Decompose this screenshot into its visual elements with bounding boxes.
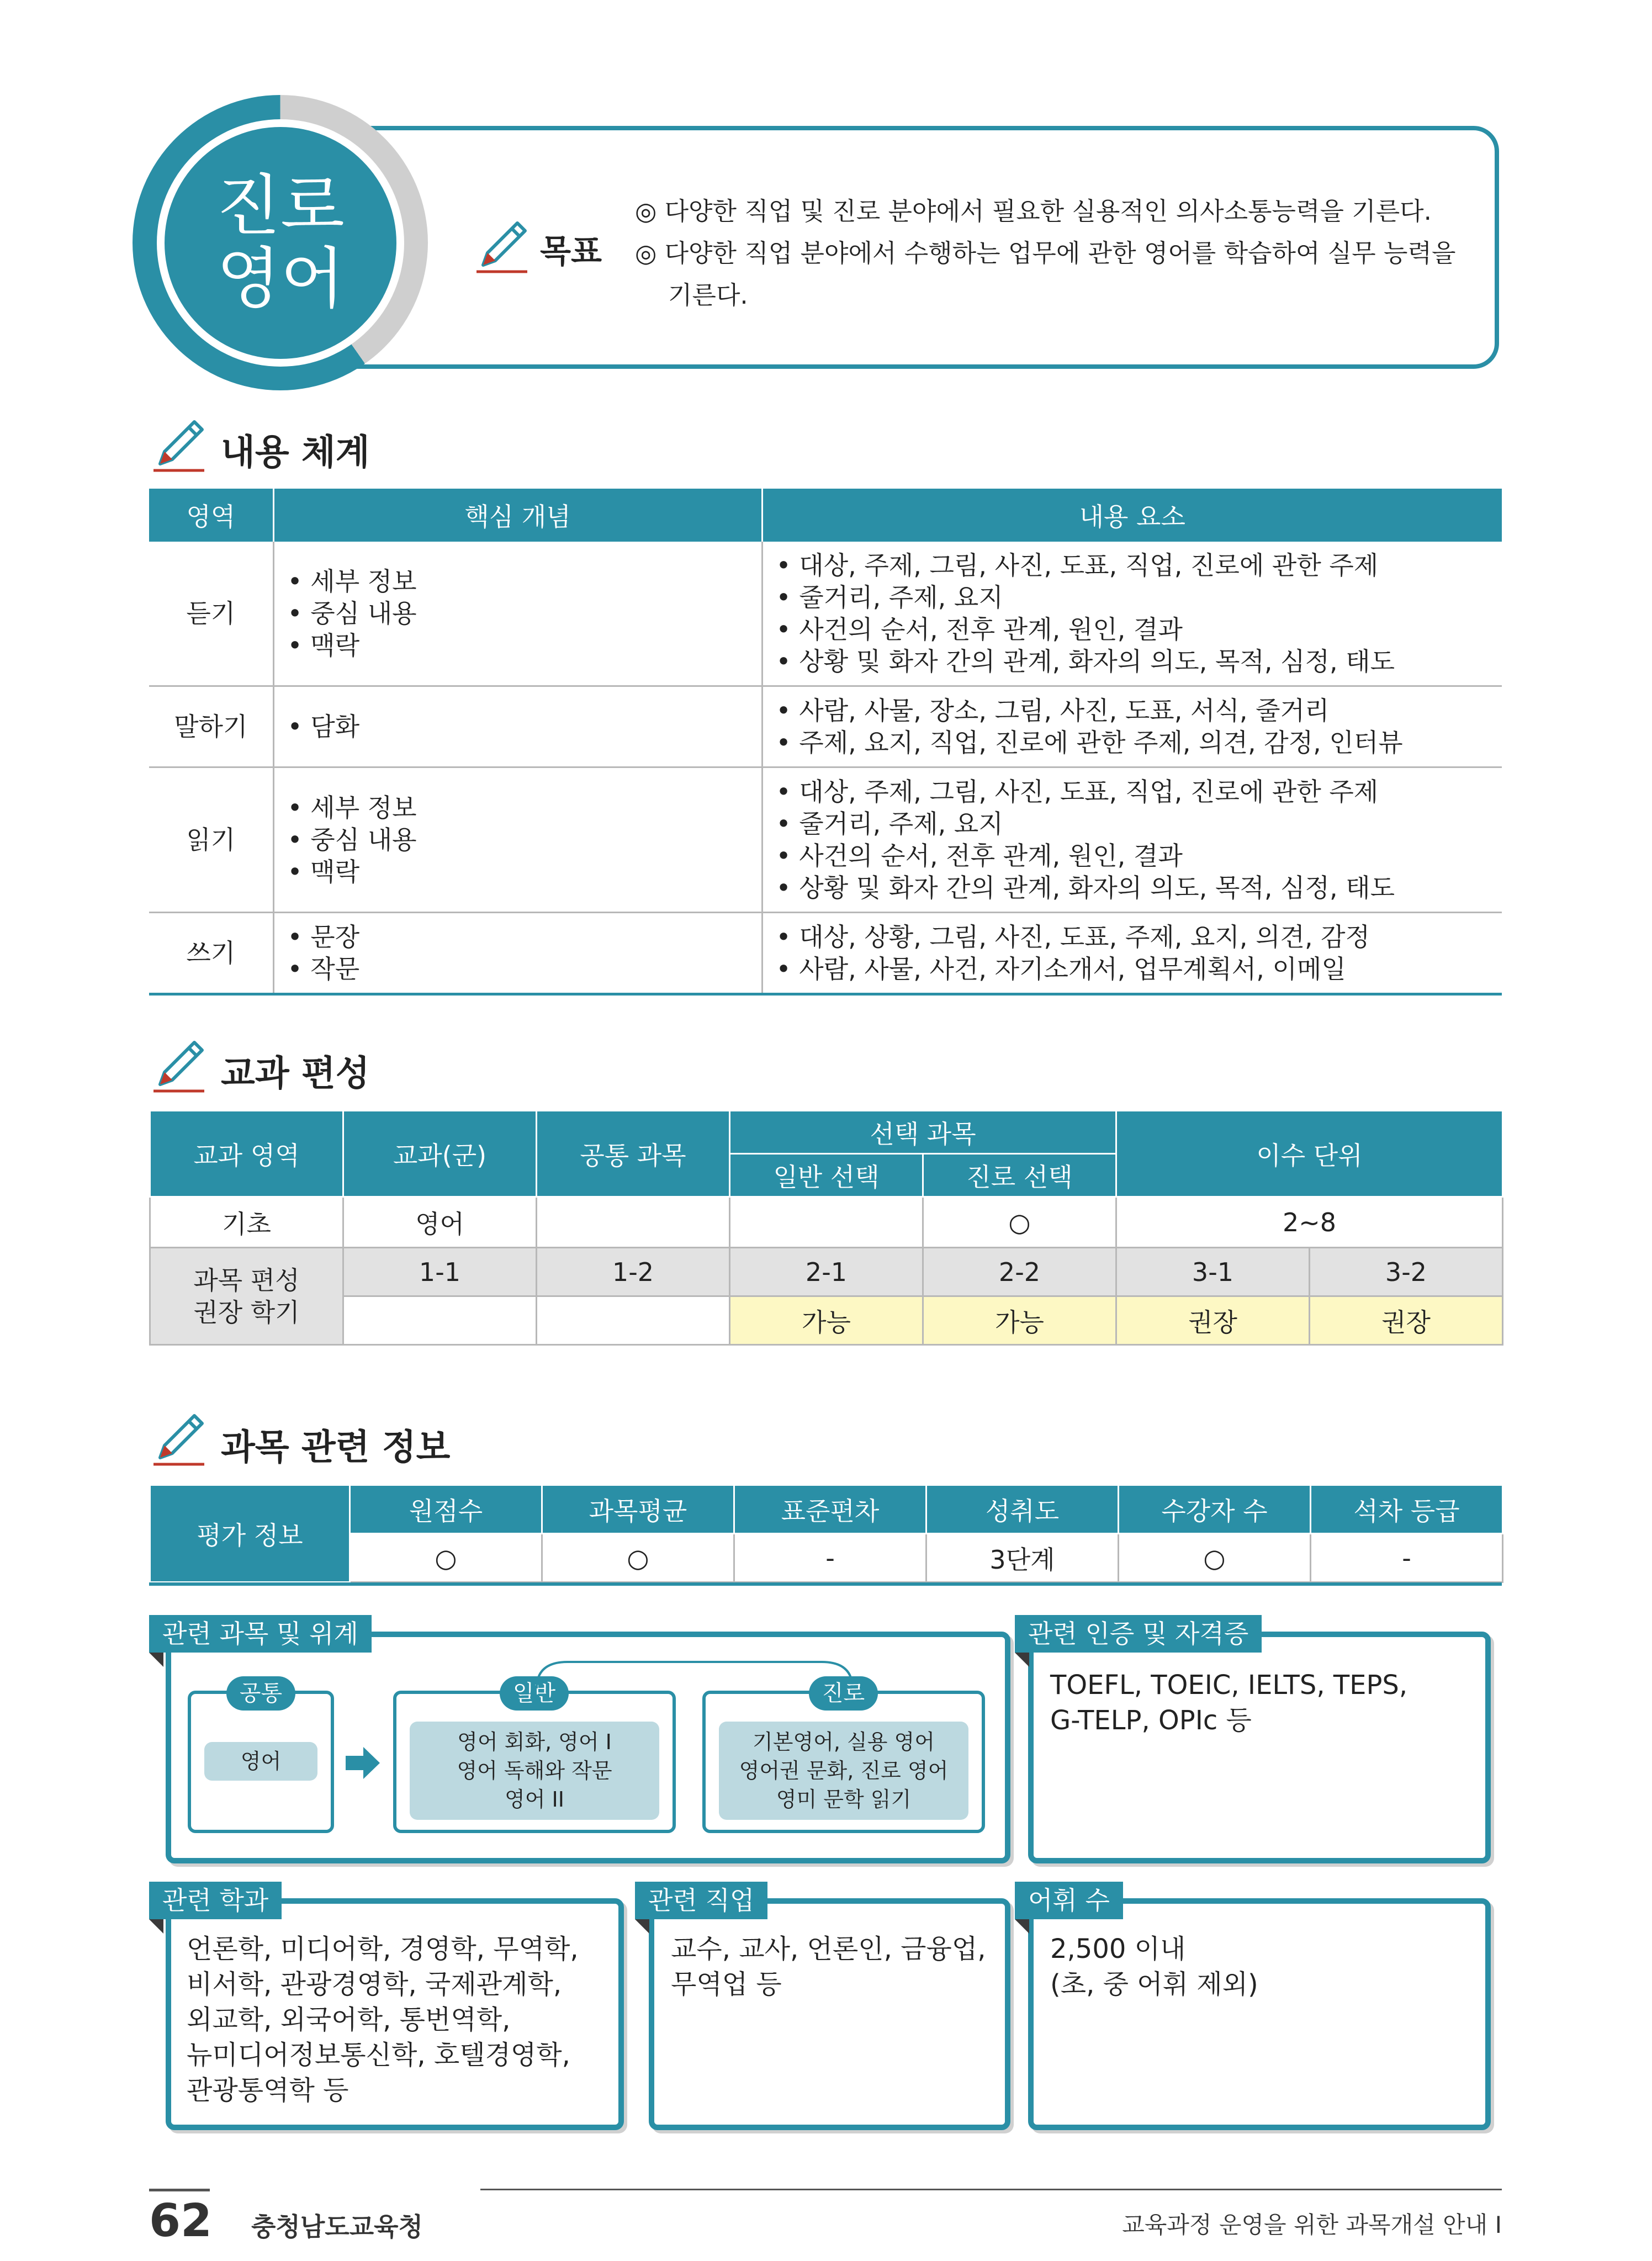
- label-notch: [1015, 1919, 1029, 1934]
- section-title-subject-info: 과목 관련 정보: [221, 1427, 451, 1468]
- element-item: • 상황 및 화자 간의 관계, 화자의 의도, 목적, 심정, 태도: [776, 873, 1395, 903]
- section-title-content-system: 내용 체계: [221, 432, 370, 473]
- col-header: 과목평균: [542, 1485, 734, 1534]
- col-header: 내용 요소: [762, 489, 1502, 542]
- eval-value: ○: [350, 1534, 542, 1582]
- table-row: [150, 1534, 1503, 1582]
- career-subject-list: [719, 1722, 968, 1820]
- label-notch: [149, 1919, 163, 1934]
- table-cell: ○: [923, 1197, 1116, 1248]
- element-item: • 사건의 순서, 전후 관계, 원인, 결과: [776, 841, 1183, 871]
- goal-label: 목표: [540, 232, 602, 270]
- element-item: • 줄거리, 주제, 요지: [776, 583, 1003, 612]
- table-row: [149, 686, 1502, 767]
- col-header: 선택 과목: [730, 1111, 1116, 1154]
- eval-label: 평가 정보: [150, 1485, 350, 1582]
- departments-text: [187, 1931, 617, 2108]
- element-item: • 사람, 사물, 사건, 자기소개서, 업무계획서, 이메일: [776, 954, 1346, 984]
- semester-cell: 3-1: [1116, 1248, 1310, 1296]
- element-item: • 대상, 주제, 그림, 사진, 도표, 직업, 진로에 관한 주제: [776, 550, 1379, 580]
- publisher: 충청남도교육청: [251, 2212, 423, 2242]
- col-header: 영역: [149, 489, 273, 542]
- element-item: • 상황 및 화자 간의 관계, 화자의 의도, 목적, 심정, 태도: [776, 647, 1395, 676]
- certifications-label: 관련 인증 및 자격증: [1015, 1615, 1262, 1653]
- table-row: [150, 1248, 1503, 1296]
- pencil-icon: [149, 413, 210, 474]
- area-cell: 말하기: [149, 686, 273, 767]
- semester-cell: 2-1: [730, 1248, 923, 1296]
- common-pill: 공통: [226, 1676, 295, 1711]
- subject-badge: [165, 127, 396, 359]
- semester-label: 과목 편성: [193, 1265, 300, 1295]
- job-line: 교수, 교사, 언론인, 금융업,: [671, 1934, 986, 1965]
- eval-value: -: [1311, 1534, 1503, 1582]
- col-header: 성취도: [926, 1485, 1119, 1534]
- curriculum-table: [149, 1110, 1503, 1346]
- career-pill: 진로: [809, 1676, 878, 1711]
- table-bottom-rule: [149, 1582, 1502, 1586]
- subject-item: 영미 문학 읽기: [776, 1787, 912, 1812]
- col-header: 석차 등급: [1311, 1485, 1503, 1534]
- table-cell: [537, 1197, 730, 1248]
- col-header: 공통 과목: [537, 1111, 730, 1197]
- semester-cell: 1-1: [343, 1248, 537, 1296]
- col-header: 수강자 수: [1119, 1485, 1311, 1534]
- col-header: 교과(군): [343, 1111, 537, 1197]
- pencil-icon: [149, 1407, 210, 1468]
- department-line: 뉴미디어정보통신학, 호텔경영학,: [187, 2040, 570, 2071]
- subject-item: 영어 독해와 작문: [457, 1759, 612, 1783]
- goal-item: ◎ 다양한 직업 및 진로 분야에서 필요한 실용적인 의사소통능력을 기른다.: [635, 197, 1432, 226]
- element-item: • 사람, 사물, 장소, 그림, 사진, 도표, 서식, 줄거리: [776, 696, 1330, 726]
- table-row: [150, 1296, 1503, 1345]
- table-cell: 영어: [343, 1197, 537, 1248]
- element-item: • 주제, 요지, 직업, 진로에 관한 주제, 의견, 감정, 인터뷰: [776, 728, 1403, 758]
- concept-cell: [273, 542, 762, 686]
- element-item: • 사건의 순서, 전후 관계, 원인, 결과: [776, 615, 1183, 644]
- availability-cell: [537, 1296, 730, 1345]
- subject-item: 기본영어, 실용 영어: [753, 1730, 935, 1754]
- content-system-table: [149, 489, 1502, 996]
- concept-item: • 맥락: [287, 631, 360, 660]
- element-item: • 대상, 상황, 그림, 사진, 도표, 주제, 요지, 의견, 감정: [776, 922, 1370, 952]
- concept-cell: [273, 686, 762, 767]
- col-header: 진로 선택: [923, 1154, 1116, 1197]
- evaluation-table: [149, 1484, 1503, 1583]
- element-cell: [762, 913, 1502, 994]
- availability-cell: 권장: [1116, 1296, 1310, 1345]
- col-header: 이수 단위: [1116, 1111, 1503, 1197]
- vocab-text: [1050, 1931, 1470, 2002]
- jobs-text: [671, 1931, 1002, 2002]
- footer-rule: [149, 2189, 210, 2191]
- department-line: 관광통역학 등: [187, 2075, 349, 2106]
- jobs-label: 관련 직업: [635, 1882, 767, 1919]
- concept-item: • 문장: [287, 922, 360, 952]
- col-header: 표준편차: [734, 1485, 926, 1534]
- subject-item: 영어: [240, 1749, 282, 1773]
- availability-cell: 가능: [730, 1296, 923, 1345]
- semester-cell: 3-2: [1310, 1248, 1503, 1296]
- table-cell: 기초: [150, 1197, 343, 1248]
- label-notch: [635, 1919, 649, 1934]
- table-row: [149, 542, 1502, 686]
- concept-item: • 담화: [287, 712, 360, 742]
- pencil-icon: [149, 1034, 210, 1094]
- certifications-text: [1050, 1667, 1470, 1738]
- subject-title-line1: 진로: [216, 168, 345, 245]
- eval-value: -: [734, 1534, 926, 1582]
- eval-value: ○: [1119, 1534, 1311, 1582]
- subject-item: 영어 II: [505, 1787, 564, 1812]
- vocab-line: 2,500 이내: [1050, 1934, 1186, 1965]
- concept-item: • 세부 정보: [287, 566, 417, 596]
- table-cell: 2~8: [1116, 1197, 1503, 1248]
- table-row: [149, 913, 1502, 994]
- eval-value: ○: [542, 1534, 734, 1582]
- general-subject-list: [410, 1722, 659, 1820]
- related-subjects-label: 관련 과목 및 위계: [149, 1615, 372, 1653]
- pencil-icon: [472, 214, 533, 275]
- goal-list: [635, 190, 1474, 316]
- concept-cell: [273, 913, 762, 994]
- concept-cell: [273, 767, 762, 913]
- label-notch: [149, 1653, 163, 1667]
- semester-cell: 2-2: [923, 1248, 1116, 1296]
- cert-line: G-TELP, OPIc 등: [1050, 1705, 1252, 1736]
- eval-value: 3단계: [926, 1534, 1119, 1582]
- section-title-curriculum: 교과 편성: [221, 1053, 370, 1094]
- certifications-box: [1028, 1632, 1491, 1863]
- availability-cell: 가능: [923, 1296, 1116, 1345]
- department-line: 비서학, 관광경영학, 국제관계학,: [187, 1969, 562, 2000]
- table-row: [150, 1197, 1503, 1248]
- department-line: 언론학, 미디어학, 경영학, 무역학,: [187, 1934, 579, 1965]
- col-header: 교과 영역: [150, 1111, 343, 1197]
- semester-cell: 1-2: [537, 1248, 730, 1296]
- department-line: 외교학, 외국어학, 통번역학,: [187, 2004, 511, 2035]
- page-number: 62: [149, 2195, 213, 2247]
- col-header: 핵심 개념: [273, 489, 762, 542]
- vocab-line: (초, 중 어휘 제외): [1050, 1969, 1258, 2000]
- area-cell: 읽기: [149, 767, 273, 913]
- availability-cell: [343, 1296, 537, 1345]
- vocab-label: 어휘 수: [1015, 1882, 1123, 1919]
- element-cell: [762, 686, 1502, 767]
- subject-title-line2: 영어: [216, 241, 345, 317]
- arrow-right-icon: [343, 1745, 382, 1781]
- common-subject-list: [204, 1742, 317, 1781]
- departments-label: 관련 학과: [149, 1882, 282, 1919]
- table-row: [149, 767, 1502, 913]
- semester-label: 권장 학기: [193, 1297, 300, 1327]
- subject-item: 영어 회화, 영어 I: [457, 1730, 612, 1754]
- concept-item: • 작문: [287, 954, 360, 984]
- area-cell: 듣기: [149, 542, 273, 686]
- availability-cell: 권장: [1310, 1296, 1503, 1345]
- element-cell: [762, 542, 1502, 686]
- semester-label-cell: [150, 1248, 343, 1345]
- subject-item: 영어권 문화, 진로 영어: [739, 1759, 949, 1783]
- label-notch: [1015, 1653, 1029, 1667]
- concept-item: • 중심 내용: [287, 825, 417, 855]
- element-item: • 대상, 주제, 그림, 사진, 도표, 직업, 진로에 관한 주제: [776, 777, 1379, 807]
- concept-item: • 맥락: [287, 857, 360, 887]
- general-pill: 일반: [500, 1676, 569, 1711]
- footer-rule: [480, 2189, 1502, 2190]
- col-header: 일반 선택: [730, 1154, 923, 1197]
- concept-item: • 중심 내용: [287, 599, 417, 628]
- area-cell: 쓰기: [149, 913, 273, 994]
- connector-line: [534, 1658, 855, 1691]
- job-line: 무역업 등: [671, 1969, 782, 2000]
- element-cell: [762, 767, 1502, 913]
- document-title: 교육과정 운영을 위한 과목개설 안내 I: [1122, 2211, 1502, 2238]
- cert-line: TOEFL, TOEIC, IELTS, TEPS,: [1050, 1670, 1408, 1701]
- col-header: 원점수: [350, 1485, 542, 1534]
- goal-item: ◎ 다양한 직업 분야에서 수행하는 업무에 관한 영어를 학습하여 실무 능력을 기른다.: [635, 239, 1456, 310]
- table-cell: [730, 1197, 923, 1248]
- concept-item: • 세부 정보: [287, 793, 417, 823]
- element-item: • 줄거리, 주제, 요지: [776, 809, 1003, 839]
